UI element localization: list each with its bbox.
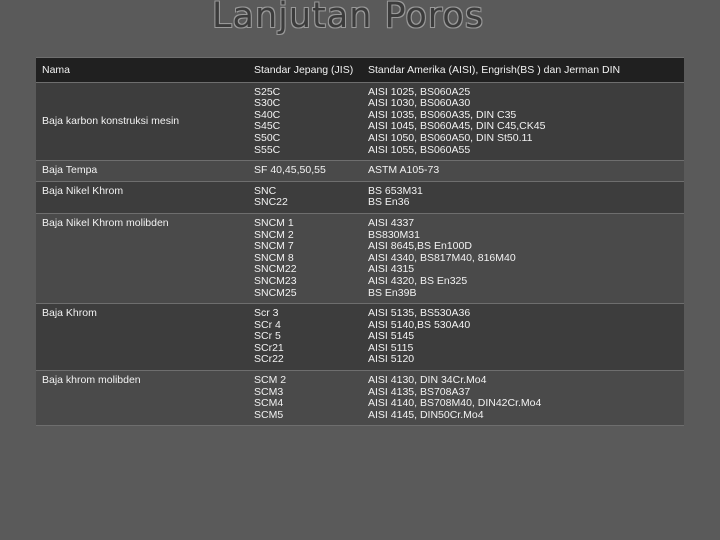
steel-name-cell: Baja khrom molibden xyxy=(36,371,248,426)
jis-cell xyxy=(248,82,362,161)
jis-line: SCM4 xyxy=(254,397,284,410)
jis-cell xyxy=(248,213,362,303)
other-standards-cell xyxy=(362,371,684,426)
standard-line: AISI 4130, DIN 34Cr.Mo4 xyxy=(368,374,487,387)
table-row xyxy=(36,213,684,303)
jis-line: SNCM 7 xyxy=(254,240,294,253)
standard-line: BS En36 xyxy=(368,196,410,209)
other-standards-cell xyxy=(362,82,684,161)
steel-name-cell: Baja Khrom xyxy=(36,304,248,371)
jis-line: SNC xyxy=(254,184,277,197)
header-other-standards: Standar Amerika (AISI), Engrish(BS ) dan Jerman DIN xyxy=(362,58,684,83)
jis-line: SCM5 xyxy=(254,408,284,421)
standard-line: AISI 5115 xyxy=(368,341,414,354)
standard-line: ASTM A105-73 xyxy=(368,164,440,177)
standard-line: BS 653M31 xyxy=(368,184,423,197)
table-row xyxy=(36,181,684,213)
jis-line: SNC22 xyxy=(254,196,288,209)
jis-line: SCM 2 xyxy=(254,374,287,387)
header-jis: Standar Jepang (JIS) xyxy=(248,58,362,83)
steel-name-cell: Baja Tempa xyxy=(36,161,248,182)
standard-line: BS En39B xyxy=(368,286,417,299)
table-row xyxy=(36,371,684,426)
standard-line: AISI 8645,BS En100D xyxy=(368,240,472,253)
jis-line: SNCM25 xyxy=(254,286,297,299)
jis-line: SNCM 1 xyxy=(254,216,294,229)
standard-line: AISI 5135, BS530A36 xyxy=(368,307,471,320)
jis-line: SNCM 8 xyxy=(254,251,294,264)
steel-name-cell: Baja karbon konstruksi mesin xyxy=(36,82,248,161)
standard-line: AISI 1045, BS060A45, DIN C45,CK45 xyxy=(368,120,546,133)
jis-line: S30C xyxy=(254,97,281,110)
jis-line: S40C xyxy=(254,108,281,121)
jis-line: SCr 5 xyxy=(254,330,281,343)
standard-line: AISI 1055, BS060A55 xyxy=(368,143,471,156)
table-row xyxy=(36,304,684,371)
jis-cell xyxy=(248,161,362,182)
standard-line: AISI 5145 xyxy=(368,330,415,343)
table-header-row xyxy=(36,58,684,83)
slide-title: Lanjutan Poros xyxy=(212,0,485,36)
jis-line: S45C xyxy=(254,120,281,133)
standard-line: AISI 4135, BS708A37 xyxy=(368,385,471,398)
standard-line: AISI 1050, BS060A50, DIN St50.11 xyxy=(368,131,533,144)
table-row xyxy=(36,161,684,182)
table-row xyxy=(36,82,684,161)
standard-line: AISI 1025, BS060A25 xyxy=(368,85,471,98)
standard-line: BS830M31 xyxy=(368,228,420,241)
steel-name-cell: Baja Nikel Khrom molibden xyxy=(36,213,248,303)
standard-line: AISI 4340, BS817M40, 816M40 xyxy=(368,251,516,264)
jis-cell xyxy=(248,371,362,426)
jis-line: SNCM23 xyxy=(254,274,297,287)
jis-cell xyxy=(248,304,362,371)
standard-line: AISI 4140, BS708M40, DIN42Cr.Mo4 xyxy=(368,397,542,410)
jis-line: S50C xyxy=(254,131,281,144)
jis-line: S25C xyxy=(254,85,281,98)
standard-line: AISI 5140,BS 530A40 xyxy=(368,318,471,331)
jis-line: SF 40,45,50,55 xyxy=(254,164,326,177)
other-standards-cell xyxy=(362,181,684,213)
standard-line: AISI 4145, DIN50Cr.Mo4 xyxy=(368,408,484,421)
steel-standards-table xyxy=(36,57,684,426)
jis-line: Scr 3 xyxy=(254,307,279,320)
other-standards-cell xyxy=(362,213,684,303)
standard-line: AISI 1030, BS060A30 xyxy=(368,97,471,110)
standard-line: AISI 4315 xyxy=(368,263,415,276)
jis-line: SCr 4 xyxy=(254,318,281,331)
jis-line: S55C xyxy=(254,143,281,156)
header-name: Nama xyxy=(36,58,248,83)
standard-line: AISI 1035, BS060A35, DIN C35 xyxy=(368,108,517,121)
jis-line: SCr21 xyxy=(254,341,284,354)
standard-line: AISI 4337 xyxy=(368,216,415,229)
jis-line: SCM3 xyxy=(254,385,284,398)
jis-cell xyxy=(248,181,362,213)
steel-name-cell: Baja Nikel Khrom xyxy=(36,181,248,213)
jis-line: SNCM 2 xyxy=(254,228,294,241)
standard-line: AISI 5120 xyxy=(368,353,415,366)
other-standards-cell xyxy=(362,304,684,371)
jis-line: SCr22 xyxy=(254,353,284,366)
jis-line: SNCM22 xyxy=(254,263,297,276)
standard-line: AISI 4320, BS En325 xyxy=(368,274,468,287)
other-standards-cell xyxy=(362,161,684,182)
